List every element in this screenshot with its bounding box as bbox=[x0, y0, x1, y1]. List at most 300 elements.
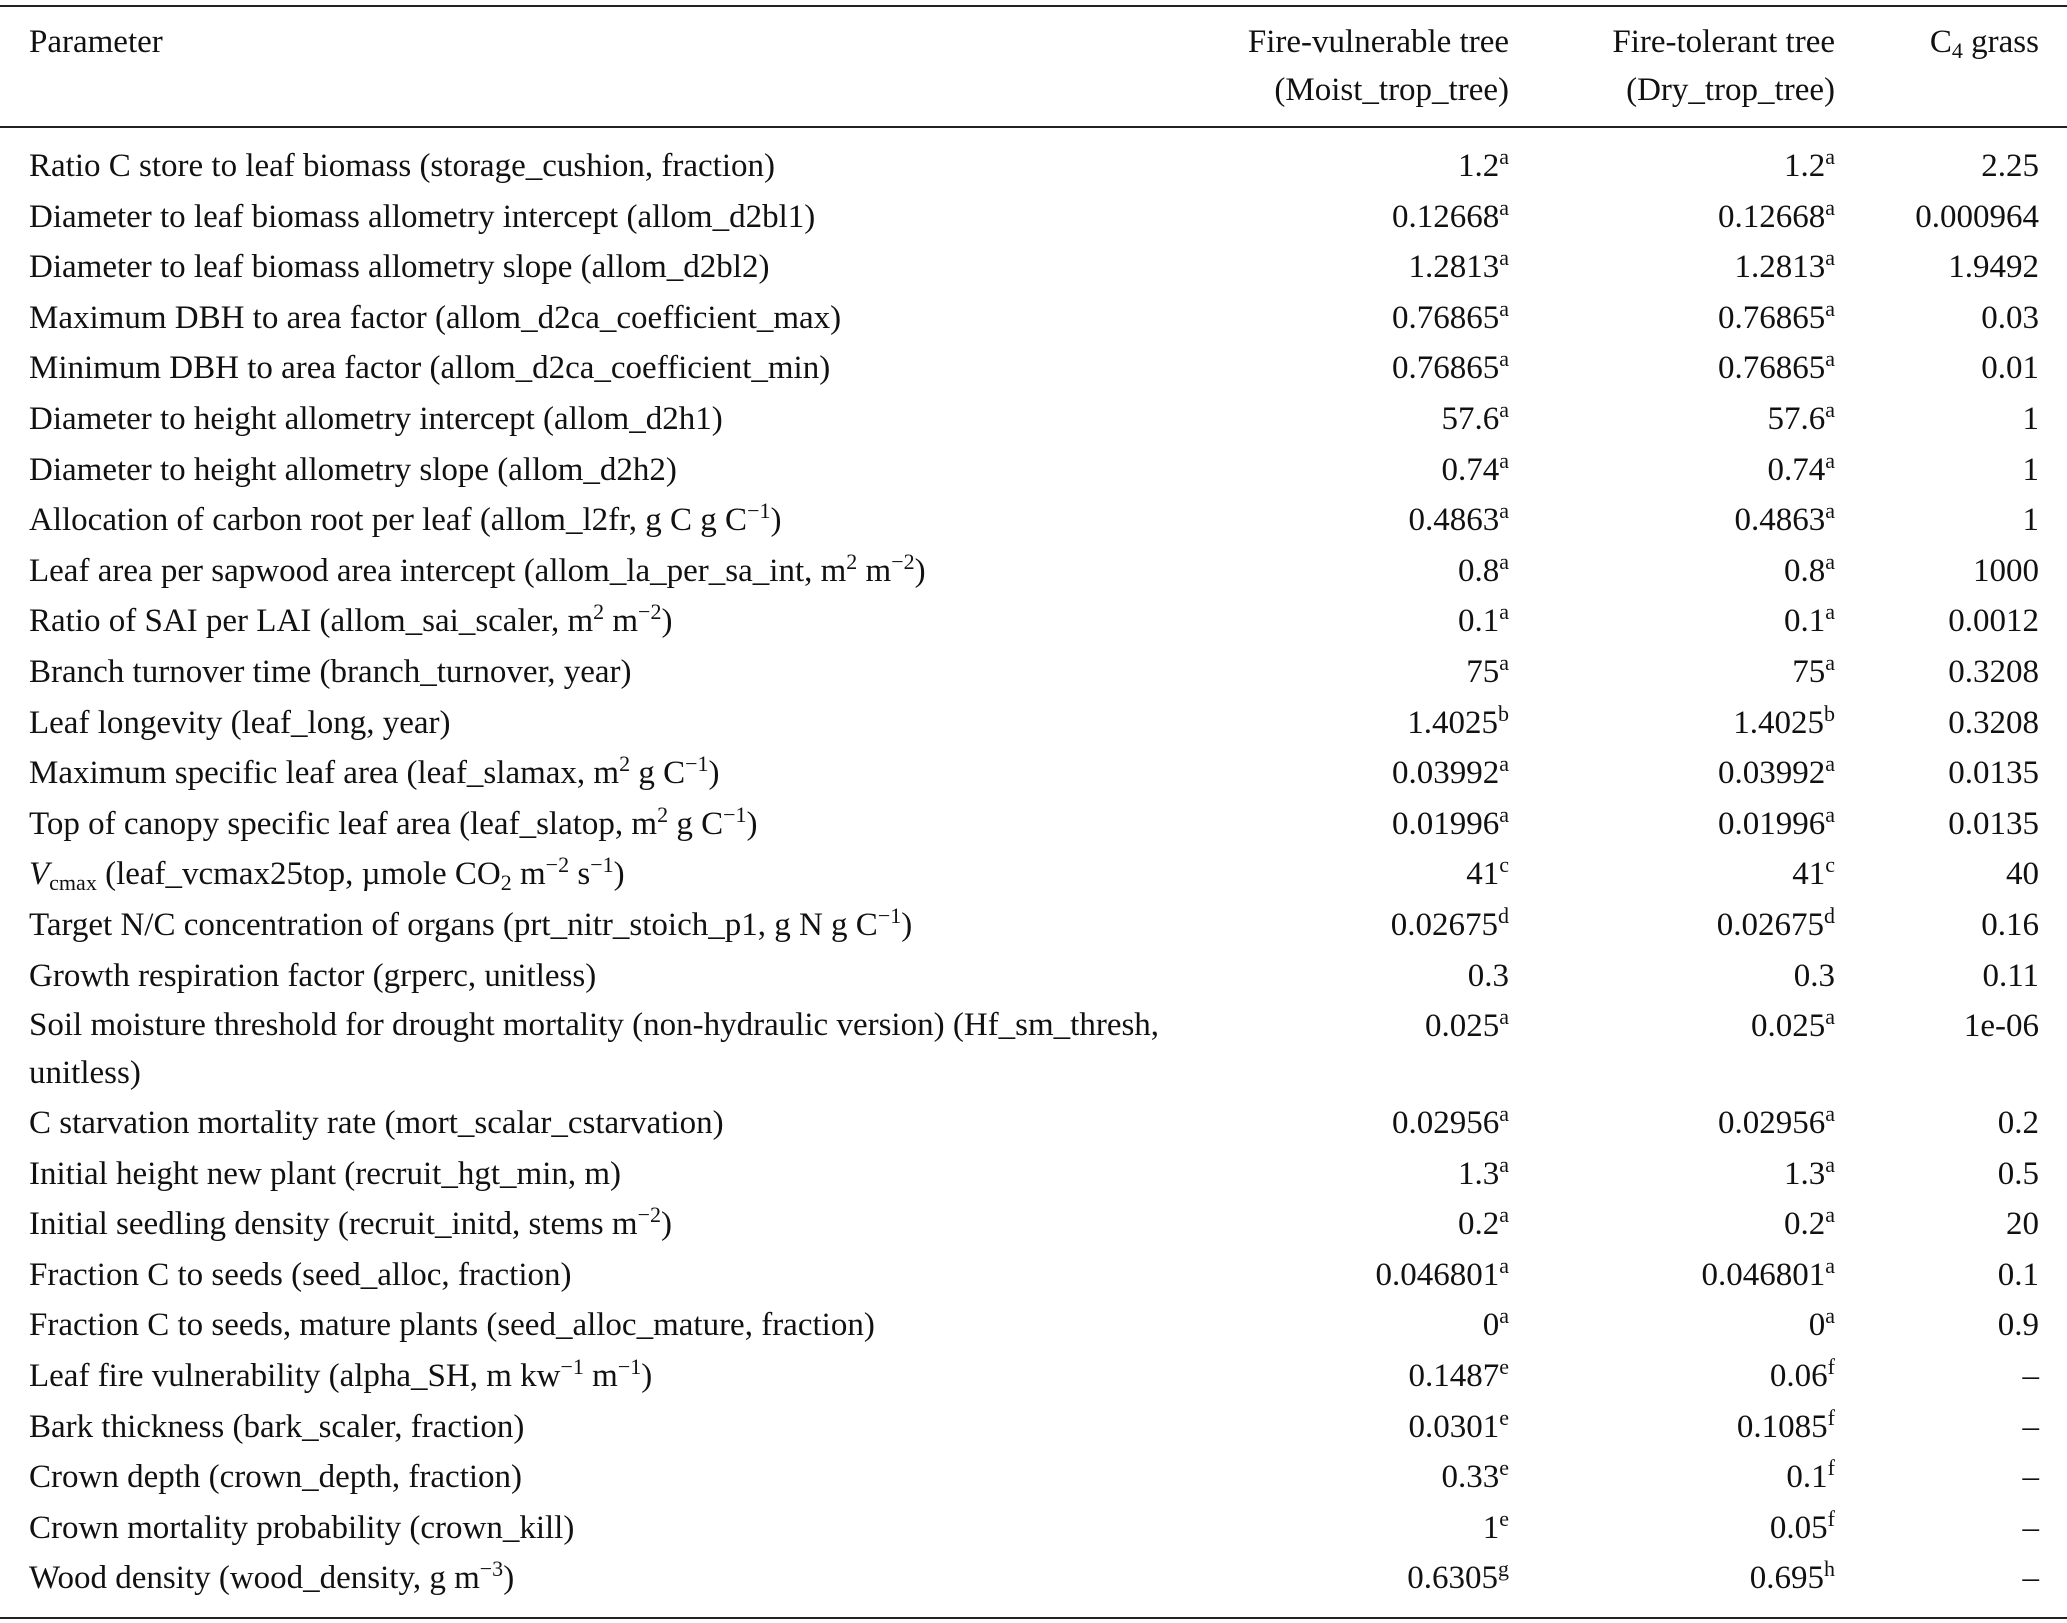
superscript: −3 bbox=[479, 1556, 504, 1582]
fire-tolerant-value bbox=[1734, 242, 1835, 293]
fire-vulnerable-value bbox=[1392, 192, 1509, 243]
c4-grass-value bbox=[1915, 192, 2039, 243]
c4-grass-value bbox=[1973, 546, 2039, 597]
fire-tolerant-value bbox=[1718, 1098, 1835, 1149]
table-row bbox=[0, 293, 2067, 344]
c4-grass-value bbox=[2023, 495, 2040, 546]
parameter-cell bbox=[29, 900, 912, 951]
fire-tolerant-value bbox=[1701, 1250, 1835, 1301]
fire-vulnerable-value bbox=[1408, 1351, 1509, 1402]
parameter-cell bbox=[29, 1351, 652, 1402]
superscript: −1 bbox=[877, 902, 902, 928]
fire-vulnerable-value bbox=[1441, 445, 1509, 496]
superscript: −2 bbox=[891, 548, 915, 574]
value-text: 41 bbox=[1792, 856, 1826, 893]
fire-vulnerable-value bbox=[1392, 748, 1509, 799]
fire-tolerant-value bbox=[1784, 596, 1835, 647]
footnote-marker: a bbox=[1825, 144, 1835, 169]
parameter-cell bbox=[29, 799, 758, 850]
footnote-marker: e bbox=[1499, 1455, 1509, 1481]
footnote-marker: b bbox=[1824, 700, 1835, 726]
footnote-marker: a bbox=[1825, 548, 1835, 574]
value-text: 1.3 bbox=[1783, 1155, 1826, 1192]
text-segment: m bbox=[604, 603, 639, 640]
value-text: 0.11 bbox=[1982, 957, 2039, 994]
text-segment: ) bbox=[503, 1560, 515, 1597]
value-text: 0.695 bbox=[1749, 1560, 1824, 1597]
fire-vulnerable-value bbox=[1483, 1300, 1509, 1351]
parameter-cell bbox=[29, 495, 781, 546]
header-col2-line1: Fire-tolerant tree bbox=[1612, 24, 1835, 60]
fire-vulnerable-value bbox=[1407, 698, 1509, 749]
value-text: 0.046801 bbox=[1701, 1256, 1826, 1293]
value-text: 0.3 bbox=[1467, 957, 1509, 994]
text-segment: Target N/C concentration of organs (prt_nitr_stoich_p1, g N g C bbox=[29, 906, 878, 943]
header-parameter: Parameter bbox=[29, 24, 163, 60]
value-text: – bbox=[2022, 1358, 2039, 1395]
header-col3-pre: C bbox=[1929, 24, 1952, 60]
c4-grass-value bbox=[1981, 343, 2039, 394]
c4-grass-value bbox=[2023, 1503, 2040, 1554]
c4-grass-value bbox=[1964, 1001, 2039, 1052]
fire-vulnerable-value bbox=[1466, 849, 1509, 900]
text-segment: Minimum DBH to area factor (allom_d2ca_coefficient_min) bbox=[29, 350, 831, 387]
footnote-marker: a bbox=[1499, 498, 1509, 524]
text-segment: ) bbox=[746, 805, 758, 842]
parameter-cell bbox=[29, 546, 926, 597]
text-segment: Branch turnover time (branch_turnover, year) bbox=[29, 653, 632, 690]
value-text: 57.6 bbox=[1441, 400, 1500, 437]
value-text: 1.2813 bbox=[1408, 249, 1500, 286]
table-row bbox=[0, 951, 2067, 1002]
value-text: 1.4025 bbox=[1733, 704, 1824, 741]
fire-tolerant-value bbox=[1717, 900, 1835, 951]
parameter-cell bbox=[29, 1503, 574, 1554]
text-segment: Leaf longevity (leaf_long, year) bbox=[29, 704, 451, 741]
value-text: 1 bbox=[2022, 400, 2039, 437]
value-text: 0.03992 bbox=[1391, 755, 1500, 792]
value-text: 0.1 bbox=[1786, 1459, 1828, 1496]
parameter-cell bbox=[29, 698, 450, 749]
superscript: −1 bbox=[685, 751, 709, 777]
value-text: 0.000964 bbox=[1915, 198, 2039, 235]
footnote-marker: a bbox=[1825, 599, 1835, 625]
footnote-marker: a bbox=[1825, 1303, 1835, 1329]
c4-grass-value bbox=[1948, 698, 2039, 749]
footnote-marker: a bbox=[1499, 1101, 1509, 1127]
fire-tolerant-value bbox=[1784, 1149, 1835, 1200]
fire-tolerant-value bbox=[1786, 1452, 1835, 1503]
fire-tolerant-value bbox=[1718, 799, 1835, 850]
superscript: −2 bbox=[638, 599, 662, 625]
footnote-marker: a bbox=[1499, 295, 1509, 321]
c4-grass-value bbox=[2006, 1199, 2039, 1250]
value-text: 0.3208 bbox=[1948, 704, 2039, 741]
footnote-marker: a bbox=[1825, 1202, 1835, 1228]
footnote-marker: a bbox=[1499, 194, 1509, 220]
fire-tolerant-value bbox=[1718, 293, 1835, 344]
parameter-cell bbox=[29, 1402, 524, 1453]
value-text: 20 bbox=[2006, 1206, 2039, 1243]
fire-tolerant-value bbox=[1770, 1503, 1835, 1554]
footnote-marker: a bbox=[1825, 1004, 1835, 1030]
text-segment: Leaf fire vulnerability (alpha_SH, m kw bbox=[29, 1358, 561, 1395]
text-segment: Bark thickness (bark_scaler, fraction) bbox=[29, 1408, 525, 1445]
value-text: 0.3208 bbox=[1948, 653, 2039, 690]
superscript: 2 bbox=[657, 801, 669, 827]
superscript: −2 bbox=[637, 1202, 661, 1228]
footnote-marker: a bbox=[1499, 801, 1509, 827]
fire-tolerant-value bbox=[1767, 445, 1835, 496]
value-text: 0.2 bbox=[1457, 1206, 1500, 1243]
fire-vulnerable-value bbox=[1408, 495, 1509, 546]
value-text: 0.02956 bbox=[1391, 1105, 1500, 1142]
footnote-marker: c bbox=[1499, 852, 1509, 878]
footnote-marker: a bbox=[1825, 1151, 1835, 1177]
value-text: 0.74 bbox=[1767, 451, 1826, 488]
c4-grass-value bbox=[1998, 1149, 2039, 1200]
value-text: 0.8 bbox=[1783, 552, 1826, 589]
parameter-cell bbox=[29, 141, 775, 192]
text-segment: ) bbox=[661, 603, 673, 640]
table-row bbox=[0, 141, 2067, 192]
table-row bbox=[0, 1250, 2067, 1301]
header-col1-line1: Fire-vulnerable tree bbox=[1247, 24, 1509, 60]
fire-tolerant-value bbox=[1770, 1351, 1835, 1402]
fire-vulnerable-value bbox=[1458, 141, 1509, 192]
fire-vulnerable-value bbox=[1407, 1553, 1509, 1604]
value-text: 0.12668 bbox=[1717, 198, 1826, 235]
table-row bbox=[0, 900, 2067, 951]
value-text: 1e-06 bbox=[1963, 1008, 2039, 1045]
table-row bbox=[0, 1300, 2067, 1351]
parameter-cell bbox=[29, 242, 769, 293]
value-text: 0.0301 bbox=[1408, 1408, 1500, 1445]
text-segment: Growth respiration factor (grperc, unitless) bbox=[29, 957, 597, 994]
table-row bbox=[0, 748, 2067, 799]
value-text: 0.33 bbox=[1441, 1459, 1500, 1496]
text-segment: Ratio C store to leaf biomass (storage_cushion, fraction) bbox=[29, 148, 775, 184]
header-c4-grass bbox=[1930, 18, 2039, 66]
value-text: 0.06 bbox=[1769, 1358, 1828, 1395]
c4-grass-value bbox=[1948, 596, 2039, 647]
fire-tolerant-value bbox=[1751, 1001, 1835, 1052]
footnote-marker: a bbox=[1499, 1004, 1509, 1030]
value-text: 0.74 bbox=[1441, 451, 1500, 488]
footnote-marker: a bbox=[1825, 1101, 1835, 1127]
value-text: 0.9 bbox=[1997, 1307, 2039, 1344]
table-row bbox=[0, 1001, 2067, 1098]
footnote-marker: a bbox=[1499, 1151, 1509, 1177]
header-col1-line2: (Moist_trop_tree) bbox=[1274, 72, 1509, 108]
value-text: – bbox=[2022, 1509, 2039, 1546]
fire-vulnerable-value bbox=[1441, 1452, 1509, 1503]
parameter-cell bbox=[29, 1250, 572, 1301]
fire-tolerant-value bbox=[1809, 1300, 1835, 1351]
value-text: 0.4863 bbox=[1734, 502, 1826, 539]
value-text: 0.2 bbox=[1783, 1206, 1826, 1243]
subscript: cmax bbox=[49, 870, 97, 896]
text-segment: Wood density (wood_density, g m bbox=[29, 1560, 480, 1597]
fire-vulnerable-value bbox=[1458, 1149, 1509, 1200]
fire-tolerant-value bbox=[1737, 1402, 1835, 1453]
parameter-cell bbox=[29, 647, 632, 698]
value-text: 40 bbox=[2006, 856, 2039, 893]
footnote-marker: a bbox=[1499, 599, 1509, 625]
value-text: 0 bbox=[1808, 1307, 1826, 1344]
fire-vulnerable-value bbox=[1483, 1503, 1509, 1554]
text-segment: C starvation mortality rate (mort_scalar_cstarvation) bbox=[29, 1105, 724, 1142]
footnote-marker: e bbox=[1499, 1354, 1509, 1380]
superscript: −2 bbox=[545, 852, 570, 878]
header-col3-post: grass bbox=[1962, 24, 2039, 60]
c4-grass-value bbox=[2023, 1351, 2040, 1402]
value-text: 0.1487 bbox=[1408, 1358, 1500, 1395]
parameter-cell bbox=[29, 748, 720, 799]
c4-grass-value bbox=[1998, 1098, 2039, 1149]
c4-grass-value bbox=[2023, 394, 2040, 445]
table-row bbox=[0, 546, 2067, 597]
parameter-cell bbox=[29, 951, 596, 1002]
fire-tolerant-value bbox=[1767, 394, 1835, 445]
value-text: 0.12668 bbox=[1391, 198, 1500, 235]
value-text: 0.76865 bbox=[1391, 350, 1500, 387]
value-text: 1.2813 bbox=[1734, 249, 1826, 286]
parameter-cell bbox=[29, 1001, 1189, 1097]
table-row bbox=[0, 849, 2067, 900]
text-segment: m bbox=[583, 1358, 618, 1395]
text-segment: ) bbox=[708, 755, 720, 792]
text-segment: Diameter to height allometry intercept (allom_d2h1) bbox=[29, 400, 723, 437]
text-segment: Diameter to leaf biomass allometry intercept (allom_d2bl1) bbox=[29, 198, 816, 235]
value-text: 0.01996 bbox=[1391, 805, 1500, 842]
c4-grass-value bbox=[2006, 849, 2039, 900]
parameter-cell bbox=[29, 849, 625, 900]
footnote-marker: a bbox=[1499, 396, 1509, 422]
text-segment: m bbox=[857, 552, 892, 589]
value-text: 0.1 bbox=[1457, 603, 1500, 640]
value-text: – bbox=[2022, 1408, 2039, 1445]
table-row bbox=[0, 1098, 2067, 1149]
value-text: 0.0135 bbox=[1948, 805, 2039, 842]
value-text: 1 bbox=[1482, 1509, 1500, 1546]
top-rule bbox=[0, 5, 2067, 7]
value-text: 0.046801 bbox=[1375, 1256, 1500, 1293]
footnote-marker: f bbox=[1827, 1505, 1835, 1531]
text-segment: Crown depth (crown_depth, fraction) bbox=[29, 1459, 523, 1496]
footnote-marker: a bbox=[1499, 1303, 1509, 1329]
c4-grass-value bbox=[2023, 445, 2040, 496]
value-text: 75 bbox=[1466, 653, 1500, 690]
value-text: 0.0135 bbox=[1948, 755, 2039, 792]
value-text: 0 bbox=[1482, 1307, 1500, 1344]
parameter-cell bbox=[29, 1098, 724, 1149]
fire-vulnerable-value bbox=[1391, 900, 1509, 951]
fire-tolerant-value bbox=[1733, 698, 1835, 749]
fire-vulnerable-value bbox=[1466, 647, 1509, 698]
fire-tolerant-value bbox=[1718, 343, 1835, 394]
footnote-marker: b bbox=[1498, 700, 1509, 726]
text-segment: (leaf_vcmax25top, µmole CO bbox=[96, 856, 501, 893]
superscript: −1 bbox=[590, 852, 614, 878]
c4-grass-value bbox=[2023, 1402, 2040, 1453]
value-text: 0.4863 bbox=[1408, 502, 1500, 539]
fire-tolerant-value bbox=[1750, 1553, 1835, 1604]
footnote-marker: a bbox=[1499, 1202, 1509, 1228]
text-segment: Initial seedling density (recruit_initd, stems m bbox=[29, 1206, 638, 1243]
table-row bbox=[0, 596, 2067, 647]
value-text: 0.76865 bbox=[1717, 299, 1826, 336]
footnote-marker: a bbox=[1825, 751, 1835, 777]
table-row bbox=[0, 1351, 2067, 1402]
value-text: 0.1 bbox=[1783, 603, 1826, 640]
parameter-cell bbox=[29, 1199, 672, 1250]
text-segment: Initial height new plant (recruit_hgt_min, m) bbox=[29, 1155, 622, 1192]
value-text: 0.6305 bbox=[1407, 1560, 1498, 1597]
fire-tolerant-value bbox=[1794, 951, 1835, 1002]
table-row bbox=[0, 647, 2067, 698]
text-segment: ) bbox=[914, 552, 926, 589]
text-segment: ) bbox=[641, 1358, 653, 1395]
table-row bbox=[0, 1149, 2067, 1200]
value-text: 0.02675 bbox=[1390, 906, 1498, 943]
footnote-marker: a bbox=[1825, 346, 1835, 372]
table-row bbox=[0, 495, 2067, 546]
c4-grass-value bbox=[1982, 951, 2039, 1002]
table-row bbox=[0, 1452, 2067, 1503]
fire-vulnerable-value bbox=[1408, 1402, 1509, 1453]
value-text: 0.16 bbox=[1981, 906, 2039, 943]
c4-grass-value bbox=[1998, 1250, 2039, 1301]
fire-vulnerable-value bbox=[1392, 1098, 1509, 1149]
value-text: 1.9492 bbox=[1948, 249, 2039, 286]
text-segment: Diameter to leaf biomass allometry slope (allom_d2bl2) bbox=[29, 249, 770, 286]
text-segment: Fraction C to seeds (seed_alloc, fraction) bbox=[29, 1256, 572, 1293]
table-row bbox=[0, 242, 2067, 293]
fire-tolerant-value bbox=[1792, 647, 1835, 698]
text-segment: Soil moisture threshold for drought mortality (non-hydraulic version) (Hf_sm_thresh, unitless) bbox=[29, 1007, 1160, 1092]
text-segment: ) bbox=[660, 1206, 672, 1243]
c4-grass-value bbox=[1981, 900, 2039, 951]
footnote-marker: f bbox=[1827, 1404, 1835, 1430]
fire-tolerant-value bbox=[1718, 748, 1835, 799]
footnote-marker: g bbox=[1498, 1556, 1509, 1582]
header-col3-sub: 4 bbox=[1951, 38, 1963, 63]
c4-grass-value bbox=[1998, 1300, 2039, 1351]
value-text: 0.03 bbox=[1981, 299, 2039, 336]
table-row bbox=[0, 1503, 2067, 1554]
table-body bbox=[0, 141, 2067, 1604]
footnote-marker: a bbox=[1825, 396, 1835, 422]
text-segment: ) bbox=[613, 856, 625, 893]
text-segment: Maximum DBH to area factor (allom_d2ca_coefficient_max) bbox=[29, 299, 842, 336]
value-text: 41 bbox=[1466, 856, 1500, 893]
c4-grass-value bbox=[2023, 1452, 2040, 1503]
superscript: 2 bbox=[846, 548, 858, 574]
text-segment: Ratio of SAI per LAI (allom_sai_scaler, m bbox=[29, 603, 594, 640]
fire-vulnerable-value bbox=[1375, 1250, 1509, 1301]
value-text: 1.2 bbox=[1457, 148, 1500, 184]
footnote-marker: a bbox=[1499, 548, 1509, 574]
footnote-marker: e bbox=[1499, 1404, 1509, 1430]
footnote-marker: d bbox=[1824, 902, 1835, 928]
subscript: 2 bbox=[500, 870, 512, 896]
c4-grass-value bbox=[1948, 799, 2039, 850]
footnote-marker: a bbox=[1825, 447, 1835, 473]
text-segment: Allocation of carbon root per leaf (allom_l2fr, g C g C bbox=[29, 502, 748, 539]
text-segment: Top of canopy specific leaf area (leaf_slatop, m bbox=[29, 805, 658, 842]
footnote-marker: a bbox=[1825, 295, 1835, 321]
footnote-marker: a bbox=[1825, 1252, 1835, 1278]
fire-tolerant-value bbox=[1784, 546, 1835, 597]
parameter-cell bbox=[29, 445, 677, 496]
table-row bbox=[0, 445, 2067, 496]
c4-grass-value bbox=[2023, 1553, 2040, 1604]
value-text: 0.76865 bbox=[1717, 350, 1826, 387]
footnote-marker: a bbox=[1499, 649, 1509, 675]
value-text: 0.025 bbox=[1750, 1008, 1826, 1045]
value-text: 1.4025 bbox=[1407, 704, 1498, 741]
fire-tolerant-value bbox=[1734, 495, 1835, 546]
parameter-cell bbox=[29, 1300, 875, 1351]
fire-vulnerable-value bbox=[1392, 799, 1509, 850]
header-fire-vulnerable bbox=[1248, 18, 1509, 114]
c4-grass-value bbox=[1981, 293, 2039, 344]
superscript: −1 bbox=[617, 1354, 642, 1380]
superscript: −1 bbox=[723, 801, 747, 827]
mid-rule bbox=[0, 126, 2067, 128]
value-text: 1 bbox=[2022, 502, 2039, 539]
bottom-rule bbox=[0, 1617, 2067, 1619]
footnote-marker: e bbox=[1499, 1505, 1509, 1531]
parameter-cell bbox=[29, 596, 672, 647]
value-text: 0.02956 bbox=[1717, 1105, 1826, 1142]
c4-grass-value bbox=[1981, 141, 2039, 192]
superscript: −1 bbox=[560, 1354, 584, 1380]
value-text: – bbox=[2022, 1560, 2039, 1597]
fire-tolerant-value bbox=[1784, 141, 1835, 192]
footnote-marker: d bbox=[1498, 902, 1509, 928]
text-segment: g C bbox=[668, 805, 724, 842]
value-text: 0.3 bbox=[1793, 957, 1835, 994]
parameter-cell bbox=[29, 1452, 522, 1503]
text-segment: ) bbox=[901, 906, 913, 943]
value-text: 0.01996 bbox=[1717, 805, 1826, 842]
value-text: 0.1085 bbox=[1736, 1408, 1828, 1445]
fire-vulnerable-value bbox=[1441, 394, 1509, 445]
footnote-marker: a bbox=[1499, 751, 1509, 777]
table-row bbox=[0, 343, 2067, 394]
fire-vulnerable-value bbox=[1392, 343, 1509, 394]
parameter-cell bbox=[29, 343, 830, 394]
value-text: 1 bbox=[2022, 451, 2039, 488]
fire-vulnerable-value bbox=[1408, 242, 1509, 293]
value-text: 2.25 bbox=[1981, 148, 2039, 184]
footnote-marker: a bbox=[1499, 144, 1509, 169]
footnote-marker: a bbox=[1499, 346, 1509, 372]
italic-symbol: V bbox=[29, 856, 50, 893]
value-text: 0.8 bbox=[1457, 552, 1500, 589]
footnote-marker: a bbox=[1825, 194, 1835, 220]
value-text: 75 bbox=[1792, 653, 1826, 690]
value-text: 0.025 bbox=[1424, 1008, 1500, 1045]
value-text: 0.76865 bbox=[1391, 299, 1500, 336]
footnote-marker: c bbox=[1825, 852, 1835, 878]
value-text: 0.05 bbox=[1769, 1509, 1828, 1546]
footnote-marker: a bbox=[1499, 1252, 1509, 1278]
header-fire-tolerant bbox=[1612, 18, 1835, 114]
value-text: – bbox=[2022, 1459, 2039, 1496]
